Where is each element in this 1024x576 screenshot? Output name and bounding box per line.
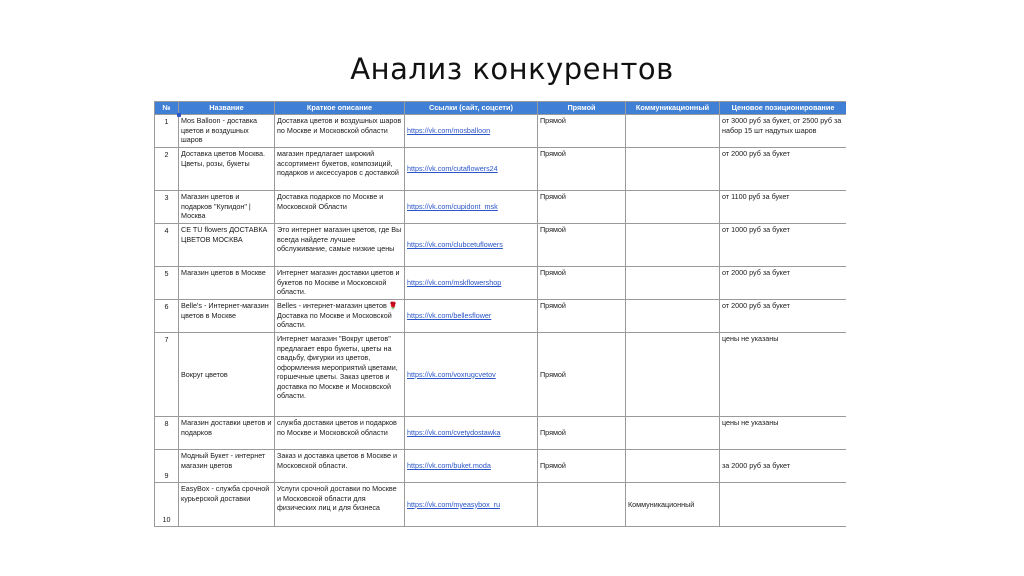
row-direct: Прямой (538, 333, 626, 417)
row-description: Заказ и доставка цветов в Москве и Московской области. (275, 450, 405, 483)
header-name: Название (179, 102, 275, 115)
table-row (155, 267, 847, 300)
row-description: Belles - интернет-магазин цветов 🌹 Доставка по Москве и Московской области. (275, 300, 405, 333)
row-name: Доставка цветов Москва. Цветы, розы, букеты (179, 148, 275, 191)
table-row (155, 115, 847, 148)
row-price: цены не указаны (720, 333, 847, 417)
row-communication (626, 450, 720, 483)
row-description: Услуги срочной доставки по Москве и Московской области для физических лиц и для бизнеса (275, 483, 405, 527)
row-price: от 3000 руб за букет, от 2500 руб за набор 15 шт надутых шаров (720, 115, 847, 148)
row-link[interactable]: https://vk.com/cupidont_msk (405, 191, 538, 224)
row-num: 2 (155, 148, 179, 191)
table-row (155, 300, 847, 333)
row-link[interactable]: https://vk.com/bellesflower (405, 300, 538, 333)
row-direct: Прямой (538, 224, 626, 267)
row-link[interactable]: https://vk.com/buket.moda (405, 450, 538, 483)
row-name: CE TU flowers ДОСТАВКА ЦВЕТОВ МОСКВА (179, 224, 275, 267)
row-communication (626, 115, 720, 148)
row-link[interactable]: https://vk.com/myeasybox_ru (405, 483, 538, 527)
row-description: служба доставки цветов и подарков по Москве и Московской области (275, 417, 405, 450)
row-price: за 2000 руб за букет (720, 450, 847, 483)
header-links: Ссылки (сайт, соцсети) (405, 102, 538, 115)
table-row (155, 333, 847, 417)
row-description: Доставка подарков по Москве и Московской Области (275, 191, 405, 224)
row-num: 4 (155, 224, 179, 267)
row-direct: Прямой (538, 417, 626, 450)
row-link[interactable]: https://vk.com/clubcetuflowers (405, 224, 538, 267)
row-name: Модный Букет - интернет магазин цветов (179, 450, 275, 483)
row-price: цены не указаны (720, 417, 847, 450)
row-direct: Прямой (538, 450, 626, 483)
row-direct: Прямой (538, 115, 626, 148)
row-name: Магазин цветов и подарков "Купидон" | Москва (179, 191, 275, 224)
row-price: от 1000 руб за букет (720, 224, 847, 267)
table-row (155, 191, 847, 224)
row-num: 10 (155, 483, 179, 527)
row-link[interactable]: https://vk.com/cutaflowers24 (405, 148, 538, 191)
row-direct (538, 483, 626, 527)
row-communication (626, 224, 720, 267)
row-link[interactable]: https://vk.com/mskflowershop (405, 267, 538, 300)
row-num: 8 (155, 417, 179, 450)
row-price: от 1100 руб за букет (720, 191, 847, 224)
table-header-row (155, 102, 847, 115)
row-communication (626, 267, 720, 300)
row-communication (626, 300, 720, 333)
header-communication: Коммуникационный (626, 102, 720, 115)
row-num: 5 (155, 267, 179, 300)
row-description: Интернет магазин "Вокруг цветов" предлагает евро букеты, цветы на свадьбу, фигурки из цветов, оформления мероприятий цветами, горшечные цветы. Заказ цветов и доставка по Москве и Московской области. (275, 333, 405, 417)
row-communication (626, 191, 720, 224)
header-description: Краткое описание (275, 102, 405, 115)
row-communication (626, 148, 720, 191)
row-name: Магазин цветов в Москве (179, 267, 275, 300)
header-price: Ценовое позиционирование (720, 102, 847, 115)
table-row (155, 450, 847, 483)
row-price: от 2000 руб за букет (720, 300, 847, 333)
row-link[interactable]: https://vk.com/cvetydostawka (405, 417, 538, 450)
row-num: 9 (155, 450, 179, 483)
header-direct: Прямой (538, 102, 626, 115)
header-num: № (155, 102, 179, 115)
row-num: 1 (155, 115, 179, 148)
row-description: Интернет магазин доставки цветов и букетов по Москве и Московской области. (275, 267, 405, 300)
row-description: Это интернет магазин цветов, где Вы всегда найдете лучшее обслуживание, самые низкие цены (275, 224, 405, 267)
row-communication (626, 417, 720, 450)
competitor-table (154, 101, 846, 527)
row-description: магазин предлагает широкий ассортимент букетов, композиций, подарков и аксессуаров с доставкой (275, 148, 405, 191)
row-name: EasyBox - служба срочной курьерской доставки (179, 483, 275, 527)
row-direct: Прямой (538, 191, 626, 224)
competitor-table-container (154, 101, 846, 533)
row-price (720, 483, 847, 527)
row-num: 3 (155, 191, 179, 224)
row-name: Mos Balloon - доставка цветов и воздушных шаров (179, 115, 275, 148)
row-name: Магазин доставки цветов и подарков (179, 417, 275, 450)
cell-selection-handle (177, 113, 181, 117)
row-name: Вокруг цветов (179, 333, 275, 417)
row-num: 7 (155, 333, 179, 417)
row-direct: Прямой (538, 300, 626, 333)
row-direct: Прямой (538, 148, 626, 191)
row-num: 6 (155, 300, 179, 333)
row-communication (626, 333, 720, 417)
row-description: Доставка цветов и воздушных шаров по Москве и Московской области (275, 115, 405, 148)
row-price: от 2000 руб за букет (720, 267, 847, 300)
row-direct: Прямой (538, 267, 626, 300)
row-communication: Коммуникационный (626, 483, 720, 527)
row-link[interactable]: https://vk.com/mosballoon (405, 115, 538, 148)
slide-title: Анализ конкурентов (350, 52, 674, 86)
table-row (155, 224, 847, 267)
row-price: от 2000 руб за букет (720, 148, 847, 191)
table-row (155, 148, 847, 191)
row-name: Belle's - Интернет-магазин цветов в Москве (179, 300, 275, 333)
table-row (155, 483, 847, 527)
table-row (155, 417, 847, 450)
row-link[interactable]: https://vk.com/voxrugcvetov (405, 333, 538, 417)
